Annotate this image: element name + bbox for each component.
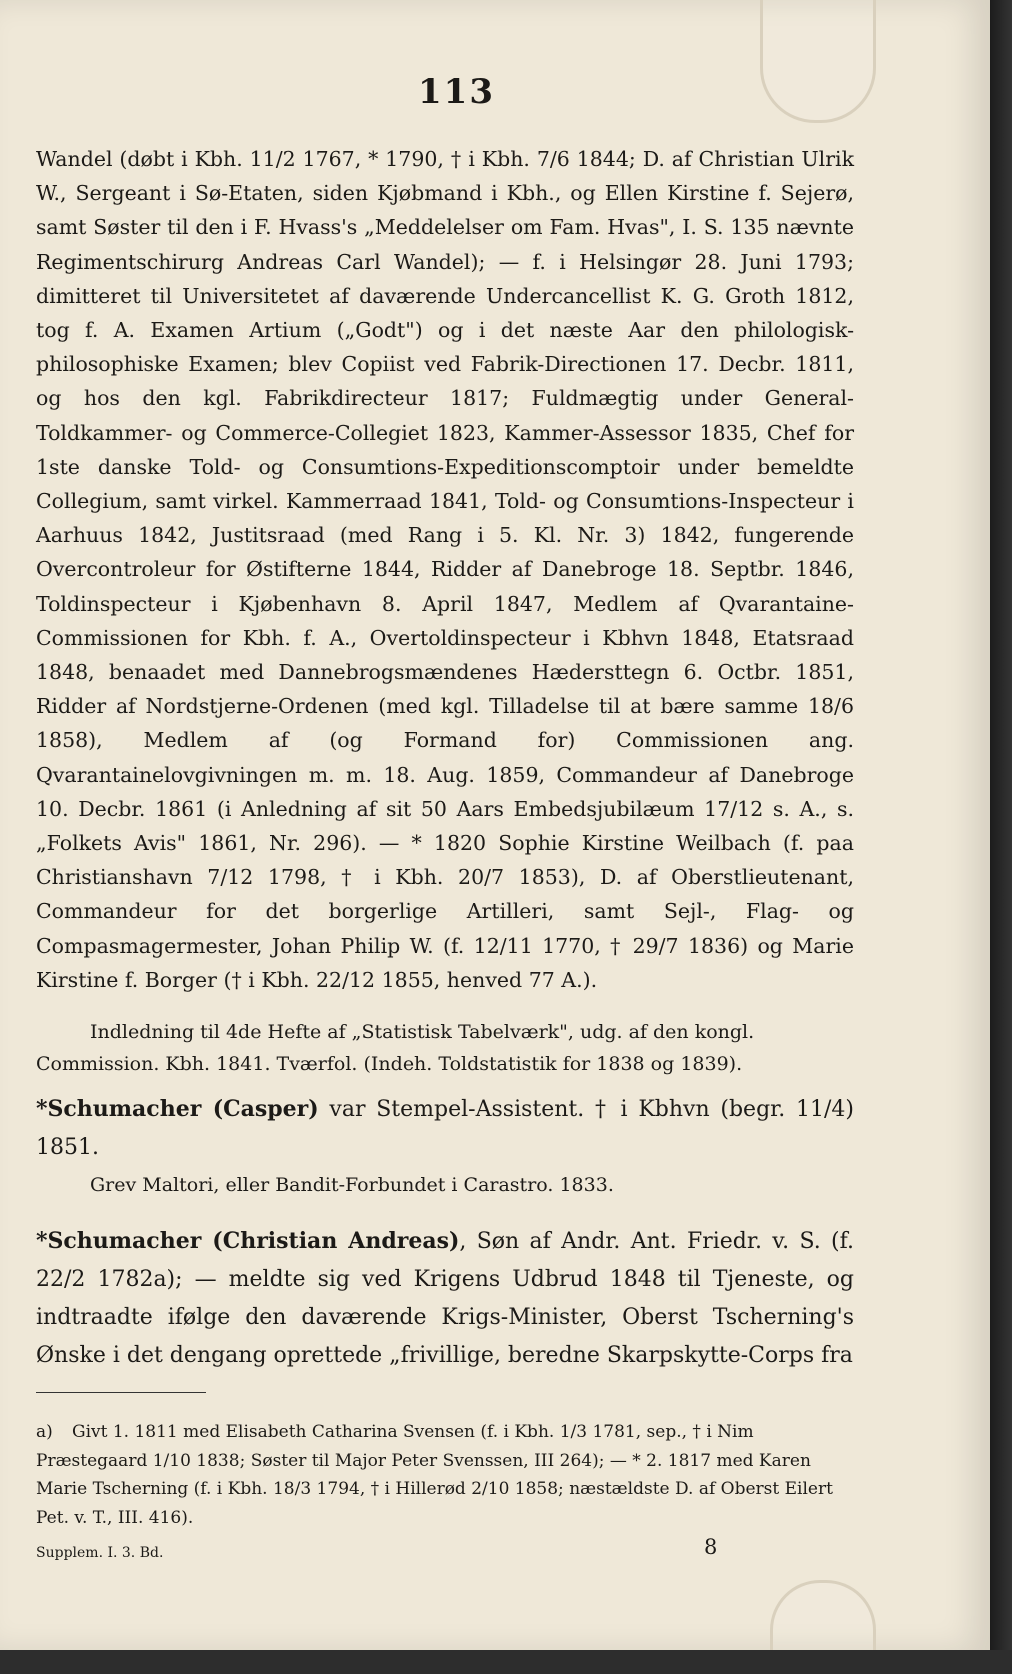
thumb-mark-bottom (770, 1580, 876, 1650)
sheet-number: 8 (704, 1535, 718, 1559)
entry-casper-schumacher (36, 1090, 854, 1167)
page-edge-shadow (990, 0, 1012, 1674)
thumb-mark-top (760, 0, 876, 123)
entry-name: *Schumacher (Christian Andreas) (36, 1228, 460, 1254)
footnote-divider (36, 1392, 206, 1393)
biography-text (36, 142, 854, 997)
footnote (36, 1418, 854, 1532)
footnote-marker: a) (36, 1422, 53, 1442)
footnote-text: Givt 1. 1811 med Elisabeth Catharina Svensen (f. i Kbh. 1/3 1781, sep., † i Nim Præstegaard 1/10 1838; Søster til Major Peter Svenssen, III 264); — * 2. 1817 med Karen Marie Tscherning (f. i Kbh. 18/3 1794, † i Hillerød 2/10 1858; næstældste D. af Oberst Eilert Pet. v. T., III. 416). (36, 1422, 833, 1528)
scan-background-bottom (0, 1650, 1012, 1674)
entry-text: var Stempel-Assistent. † i Kbhvn (begr. 11/4) 1851. (36, 1097, 854, 1160)
biography-paragraph: Wandel (døbt i Kbh. 11/2 1767, * 1790, † i Kbh. 7/6 1844; D. af Christian Ulrik W., Sergeant i Sø-Etaten, siden Kjøbmand i Kbh., og Ellen Kirstine f. Sejerø, samt Søster til den i F. Hvass's „Meddelelser om Fam. Hvas", I. S. 135 nævnte Regimentschirurg Andreas Carl Wandel); — f. i Helsingør 28. Juni 1793; dimitteret til Universitetet af daværende Undercancellist K. G. Groth 1812, tog f. A. Examen Artium („Godt") og i det næste Aar den philologisk-philosophiske Examen; blev Copiist ved Fabrik-Directionen 17. Decbr. 1811, og hos den kgl. Fabrikdirecteur 1817; Fuldmægtig under General-Toldkammer- og Commerce-Collegiet 1823, Kammer-Assessor 1835, Chef for 1ste danske Told- og Consumtions-Expeditionscomptoir under bemeldte Collegium, samt virkel. Kammerraad 1841, Told- og Consumtions-Inspecteur i Aarhuus 1842, Justitsraad (med Rang i 5. Kl. Nr. 3) 1842, fungerende Overcontroleur for Østifterne 1844, Ridder af Danebroge 18. Septbr. 1846, Toldinspecteur i Kjøbenhavn 8. April 1847, Medlem af Qvarantaine-Commissionen for Kbh. f. A., Overtoldinspecteur i Kbhvn 1848, Etatsraad 1848, benaadet med Dannebrogsmændenes Hædersttegn 6. Octbr. 1851, Ridder af Nordstjerne-Ordenen (med kgl. Tilladelse til at bære samme 18/6 1858), Medlem af (og Formand for) Commissionen ang. Qvarantainelovgivningen m. m. 18. Aug. 1859, Commandeur af Danebroge 10. Decbr. 1861 (i Anledning af sit 50 Aars Embedsjubilæum 17/12 s. A., s. „Folkets Avis" 1861, Nr. 296). — * 1820 Sophie Kirstine Weilbach (f. paa Christianshavn 7/12 1798, † i Kbh. 20/7 1853), D. af Oberstlieutenant, Commandeur for det borgerlige Artilleri, samt Sejl-, Flag- og Compasmagermester, Johan Philip W. (f. 12/11 1770, † 29/7 1836) og Marie Kirstine f. Borger († i Kbh. 22/12 1855, henved 77 A.). (36, 147, 854, 992)
page-number: 113 (418, 72, 495, 112)
signature-mark: Supplem. I. 3. Bd. (36, 1545, 164, 1561)
entry-name: *Schumacher (Casper) (36, 1096, 319, 1122)
works-list-2: Grev Maltori, eller Bandit-Forbundet i Carastro. 1833. (90, 1174, 614, 1196)
entry-text: , Søn af Andr. Ant. Friedr. v. S. (f. 22/2 1782a); — meldte sig ved Krigens Udbrud 1848 til Tjeneste, og indtraadte ifølge den daværende Krigs-Minister, Oberst Tscherning's Ønske i det dengang oprettede „frivillige, beredne Skarpskytte-Corps fra (36, 1229, 854, 1368)
entry-christian-andreas-schumacher (36, 1222, 854, 1375)
works-list-1: Indledning til 4de Hefte af „Statistisk Tabelværk", udg. af den kongl. Commission. Kbh. 1841. Tværfol. (Indeh. Toldstatistik for 1838 og 1839). (36, 1021, 755, 1075)
